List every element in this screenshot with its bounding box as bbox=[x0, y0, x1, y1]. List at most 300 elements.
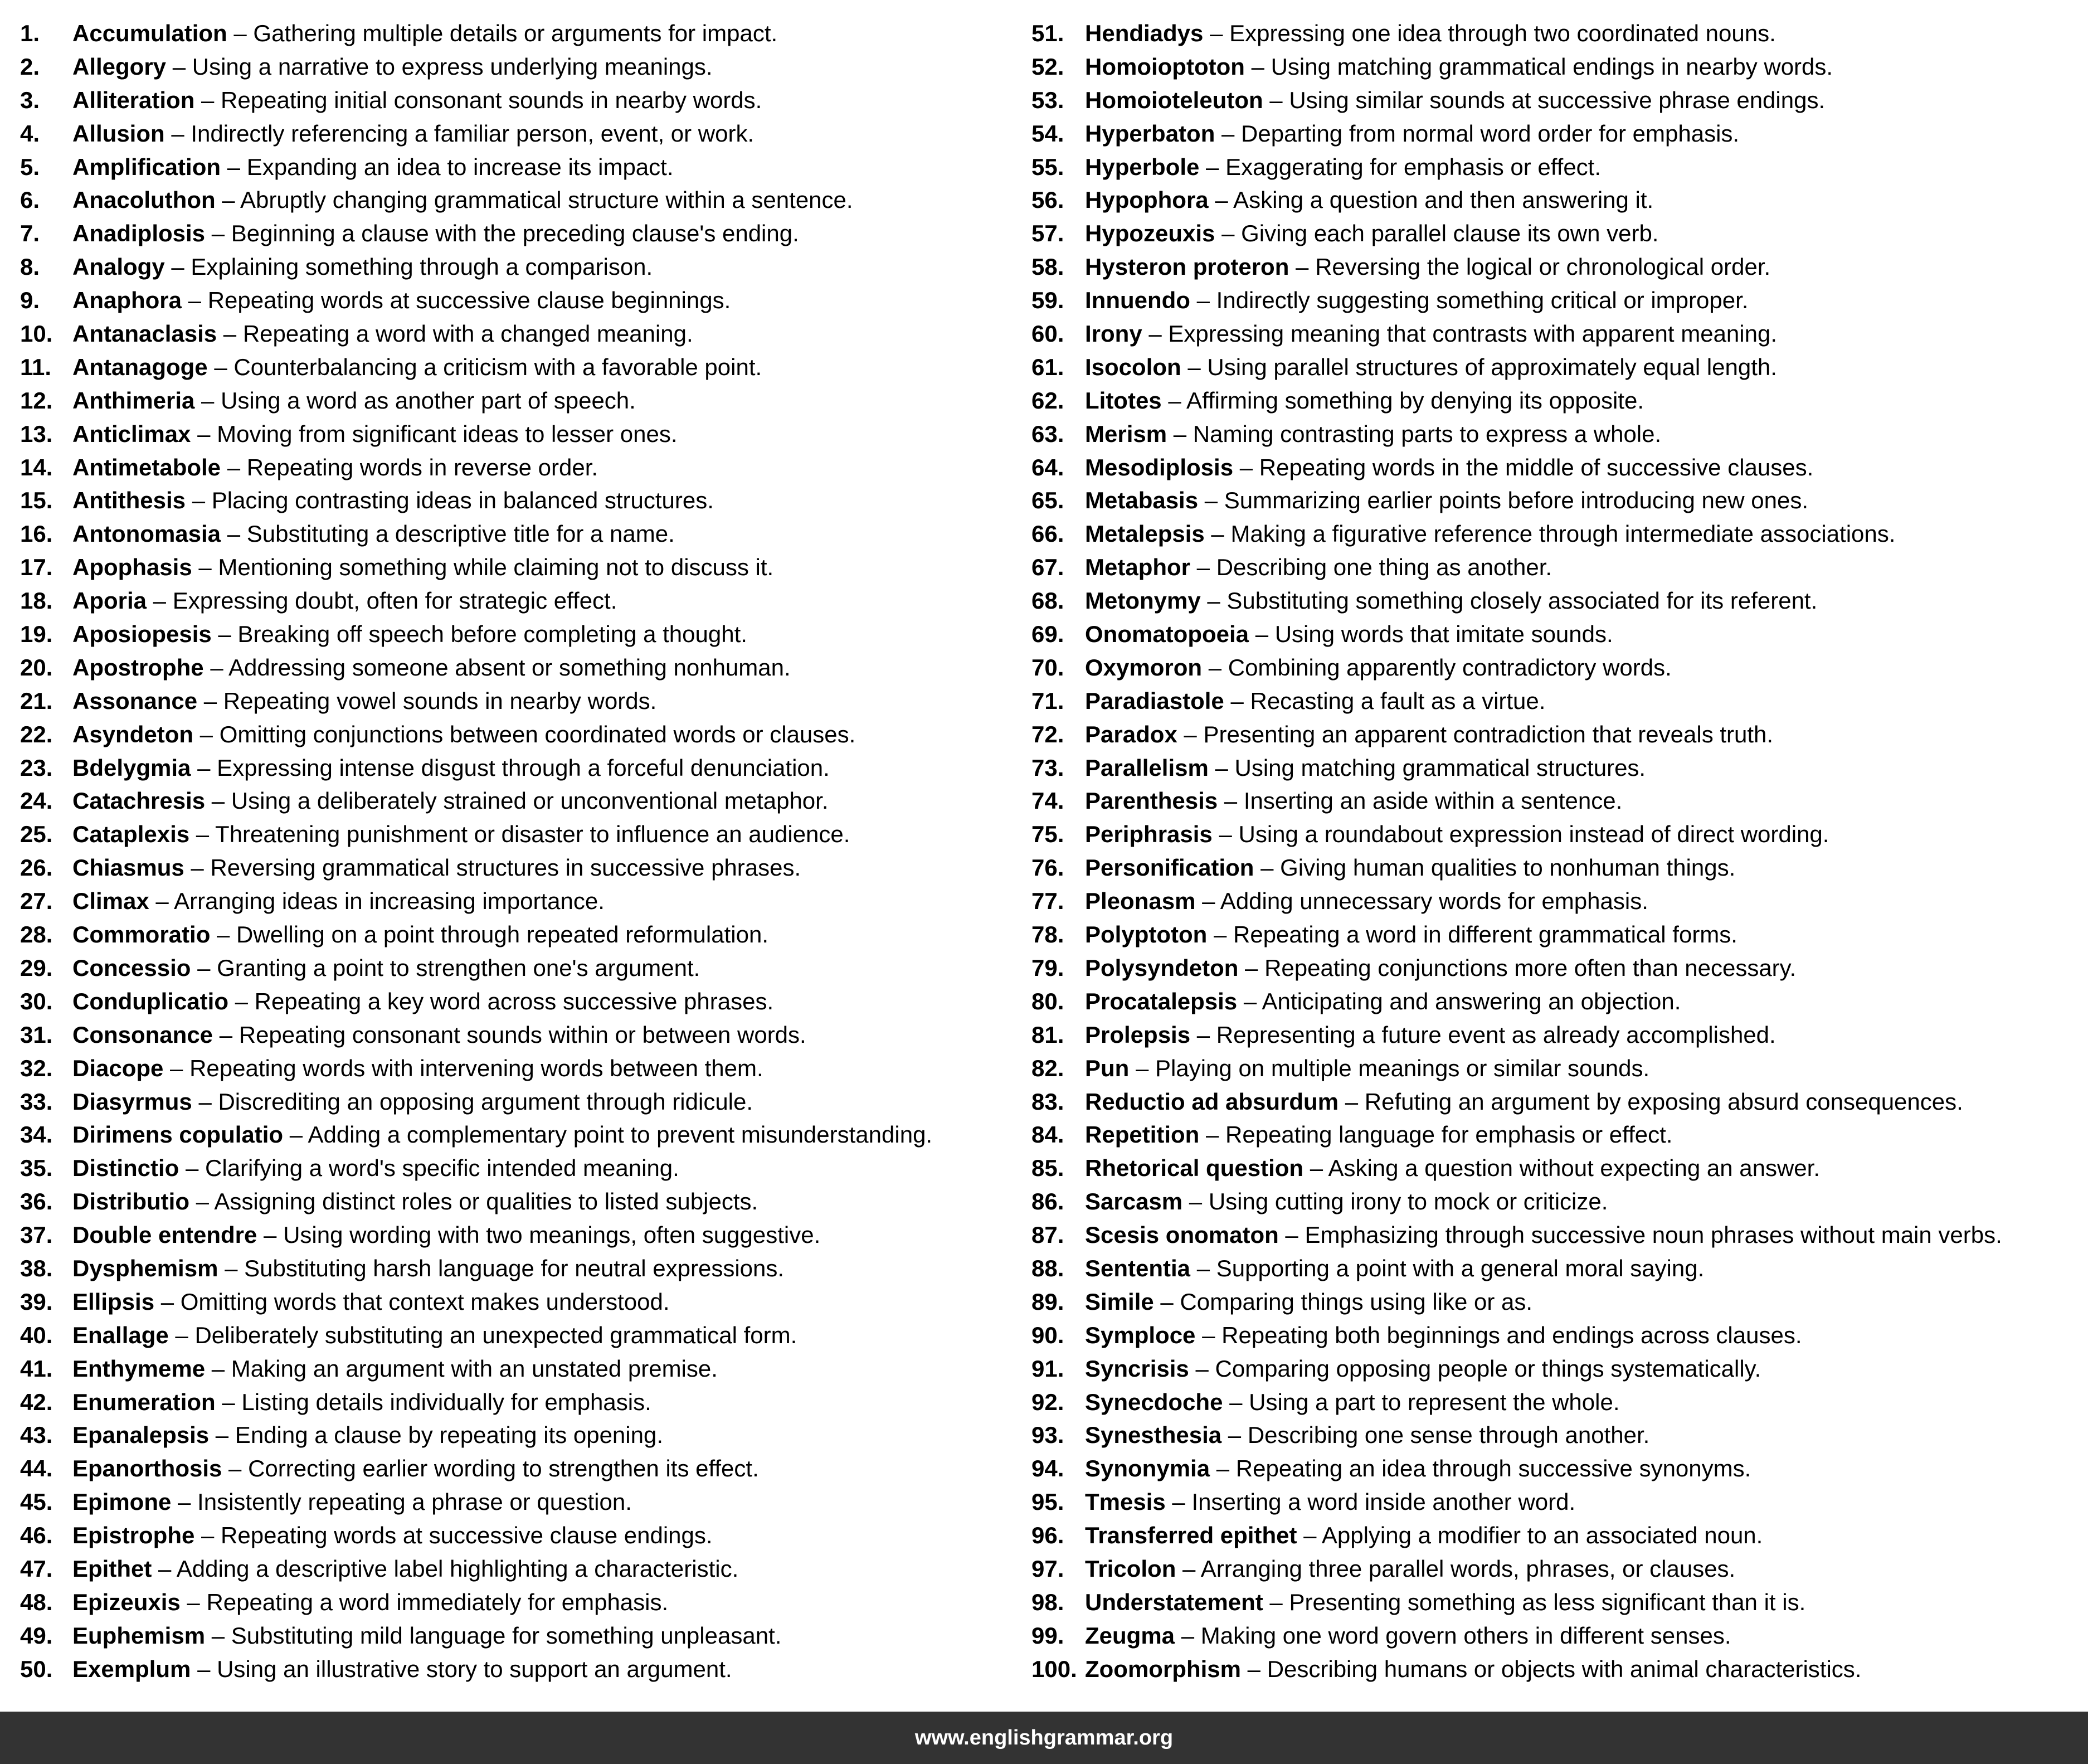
item-term: Allusion bbox=[72, 120, 165, 147]
item-number: 20. bbox=[20, 654, 53, 681]
list-item bbox=[20, 751, 1018, 785]
item-text bbox=[72, 384, 636, 417]
item-definition: – Presenting an apparent contradiction that reveals truth. bbox=[1177, 721, 1774, 747]
item-term: Parenthesis bbox=[1085, 788, 1218, 814]
item-term: Hendiadys bbox=[1085, 20, 1204, 46]
item-number: 71. bbox=[1031, 687, 1064, 714]
item-text bbox=[1085, 818, 1829, 851]
item-text bbox=[1085, 117, 1739, 150]
list-item bbox=[1031, 1185, 2074, 1218]
item-text bbox=[72, 1485, 632, 1519]
list-item bbox=[20, 50, 1018, 84]
item-term: Aporia bbox=[72, 587, 147, 614]
item-text bbox=[72, 50, 713, 84]
list-item bbox=[20, 1018, 1018, 1052]
list-item bbox=[1031, 751, 2074, 785]
list-item bbox=[1031, 1452, 2074, 1485]
list-item bbox=[20, 217, 1018, 250]
list-item bbox=[20, 1319, 1018, 1352]
item-text bbox=[72, 1118, 932, 1151]
item-term: Antonomasia bbox=[72, 521, 221, 547]
item-term: Tmesis bbox=[1085, 1489, 1166, 1515]
item-text bbox=[1085, 150, 1601, 184]
item-term: Epithet bbox=[72, 1555, 152, 1582]
item-definition: – Expressing meaning that contrasts with apparent meaning. bbox=[1142, 320, 1777, 347]
item-definition: – Expanding an idea to increase its impact. bbox=[221, 153, 674, 180]
item-term: Periphrasis bbox=[1085, 821, 1213, 848]
item-text bbox=[72, 351, 762, 384]
item-definition: – Making a figurative reference through intermediate associations. bbox=[1204, 521, 1896, 547]
item-text bbox=[1085, 751, 1646, 785]
item-text bbox=[72, 684, 656, 718]
item-definition: – Beginning a clause with the preceding clause's ending. bbox=[205, 220, 799, 247]
item-text bbox=[72, 1586, 668, 1619]
list-item bbox=[1031, 618, 2074, 651]
item-text bbox=[72, 918, 768, 951]
list-item bbox=[20, 1552, 1018, 1586]
item-text bbox=[1085, 351, 1777, 384]
item-text bbox=[1085, 451, 1813, 484]
item-term: Understatement bbox=[1085, 1588, 1263, 1615]
item-term: Irony bbox=[1085, 320, 1142, 347]
item-term: Conduplicatio bbox=[72, 988, 228, 1014]
item-number: 97. bbox=[1031, 1555, 1064, 1582]
item-text bbox=[1085, 684, 1545, 718]
item-definition: – Repeating words with intervening words between them. bbox=[163, 1054, 763, 1081]
list-item bbox=[20, 284, 1018, 317]
list-item bbox=[20, 1252, 1018, 1285]
list-item bbox=[1031, 284, 2074, 317]
item-number: 59. bbox=[1031, 287, 1064, 314]
item-number: 45. bbox=[20, 1489, 53, 1515]
item-term: Synesthesia bbox=[1085, 1422, 1222, 1449]
item-text bbox=[1085, 985, 1681, 1018]
item-term: Hypozeuxis bbox=[1085, 220, 1215, 247]
item-definition: – Assigning distinct roles or qualities to listed subjects. bbox=[189, 1188, 758, 1215]
item-text bbox=[72, 584, 617, 618]
item-term: Homoioptoton bbox=[1085, 53, 1245, 80]
list-item bbox=[1031, 1386, 2074, 1419]
item-definition: – Playing on multiple meanings or similar sounds. bbox=[1129, 1054, 1650, 1081]
item-text bbox=[72, 1285, 670, 1319]
item-number: 58. bbox=[1031, 254, 1064, 280]
list-item bbox=[1031, 1018, 2074, 1052]
list-item bbox=[1031, 1218, 2074, 1252]
list-item bbox=[20, 918, 1018, 951]
item-term: Procatalepsis bbox=[1085, 988, 1238, 1014]
item-definition: – Naming contrasting parts to express a whole. bbox=[1167, 420, 1662, 447]
item-definition: – Substituting harsh language for neutral expressions. bbox=[218, 1255, 785, 1281]
item-number: 89. bbox=[1031, 1288, 1064, 1315]
item-term: Distributio bbox=[72, 1188, 189, 1215]
item-term: Innuendo bbox=[1085, 287, 1190, 314]
item-text bbox=[1085, 1653, 1861, 1686]
item-definition: – Inserting an aside within a sentence. bbox=[1218, 788, 1623, 814]
list-item bbox=[20, 1352, 1018, 1386]
item-number: 5. bbox=[20, 153, 40, 180]
list-item bbox=[1031, 1352, 2074, 1386]
list-item bbox=[20, 1619, 1018, 1653]
item-text bbox=[1085, 951, 1796, 985]
item-definition: – Using wording with two meanings, often suggestive. bbox=[257, 1222, 821, 1248]
item-number: 57. bbox=[1031, 220, 1064, 247]
footer-url[interactable]: www.englishgrammar.org bbox=[914, 1726, 1174, 1750]
item-term: Pun bbox=[1085, 1054, 1130, 1081]
item-term: Distinctio bbox=[72, 1155, 179, 1182]
item-number: 32. bbox=[20, 1054, 53, 1081]
item-term: Epanorthosis bbox=[72, 1455, 222, 1482]
item-definition: – Expressing one idea through two coordinated nouns. bbox=[1203, 20, 1776, 46]
item-term: Epimone bbox=[72, 1489, 172, 1515]
item-number: 64. bbox=[1031, 454, 1064, 480]
item-definition: – Counterbalancing a criticism with a favorable point. bbox=[207, 353, 762, 380]
item-term: Zoomorphism bbox=[1085, 1655, 1241, 1682]
list-item bbox=[20, 1418, 1018, 1452]
item-term: Oxymoron bbox=[1085, 654, 1203, 681]
item-text bbox=[1085, 1218, 2002, 1252]
item-definition: – Reversing the logical or chronological order. bbox=[1289, 254, 1771, 280]
item-number: 63. bbox=[1031, 420, 1064, 447]
item-term: Sarcasm bbox=[1085, 1188, 1183, 1215]
item-definition: – Using an illustrative story to support an argument. bbox=[191, 1655, 732, 1682]
item-number: 50. bbox=[20, 1655, 53, 1682]
item-text bbox=[1085, 1519, 1763, 1552]
item-number: 98. bbox=[1031, 1588, 1064, 1615]
rhetorical-devices-list-left bbox=[20, 17, 1018, 1686]
list-item bbox=[20, 951, 1018, 985]
item-text bbox=[72, 484, 714, 517]
item-text bbox=[1085, 84, 1825, 117]
item-term: Enallage bbox=[72, 1321, 169, 1348]
item-number: 75. bbox=[1031, 821, 1064, 848]
item-text bbox=[1085, 784, 1622, 818]
item-definition: – Using matching grammatical endings in nearby words. bbox=[1244, 53, 1833, 80]
item-term: Transferred epithet bbox=[1085, 1522, 1297, 1549]
item-number: 72. bbox=[1031, 721, 1064, 747]
item-number: 41. bbox=[20, 1355, 53, 1382]
item-definition: – Asking a question without expecting an answer. bbox=[1303, 1155, 1820, 1182]
item-definition: – Repeating initial consonant sounds in nearby words. bbox=[194, 86, 762, 113]
item-number: 24. bbox=[20, 788, 53, 814]
list-item bbox=[1031, 17, 2074, 50]
item-definition: – Repeating a word immediately for emphasis. bbox=[180, 1588, 669, 1615]
item-definition: – Repeating words at successive clause beginnings. bbox=[182, 287, 731, 314]
list-item bbox=[1031, 50, 2074, 84]
item-number: 81. bbox=[1031, 1021, 1064, 1048]
item-text bbox=[72, 751, 830, 785]
item-term: Symploce bbox=[1085, 1321, 1196, 1348]
item-number: 9. bbox=[20, 287, 40, 314]
list-item bbox=[20, 1218, 1018, 1252]
item-term: Ellipsis bbox=[72, 1288, 155, 1315]
list-item bbox=[20, 183, 1018, 217]
item-number: 11. bbox=[20, 353, 52, 380]
list-item bbox=[1031, 1619, 2074, 1653]
list-item bbox=[20, 985, 1018, 1018]
item-term: Analogy bbox=[72, 254, 165, 280]
item-definition: – Correcting earlier wording to strengthen its effect. bbox=[222, 1455, 759, 1482]
item-number: 80. bbox=[1031, 988, 1064, 1014]
item-term: Repetition bbox=[1085, 1121, 1200, 1148]
item-number: 22. bbox=[20, 721, 53, 747]
item-definition: – Applying a modifier to an associated noun. bbox=[1297, 1522, 1763, 1549]
item-definition: – Repeating vowel sounds in nearby words. bbox=[197, 687, 657, 714]
item-text bbox=[1085, 1619, 1731, 1653]
item-definition: – Anticipating and answering an objection. bbox=[1237, 988, 1681, 1014]
list-item bbox=[20, 818, 1018, 851]
item-term: Enthymeme bbox=[72, 1355, 206, 1382]
item-number: 99. bbox=[1031, 1622, 1064, 1649]
list-item bbox=[1031, 551, 2074, 584]
item-term: Reductio ad absurdum bbox=[1085, 1088, 1339, 1115]
item-text bbox=[72, 417, 678, 451]
item-term: Concessio bbox=[72, 954, 191, 981]
item-text bbox=[1085, 1252, 1704, 1285]
list-item bbox=[1031, 1418, 2074, 1452]
item-definition: – Ending a clause by repeating its opening. bbox=[209, 1422, 664, 1449]
list-item bbox=[1031, 1151, 2074, 1185]
item-number: 19. bbox=[20, 621, 53, 648]
item-number: 90. bbox=[1031, 1321, 1064, 1348]
item-term: Anacoluthon bbox=[72, 187, 216, 213]
item-number: 85. bbox=[1031, 1155, 1064, 1182]
item-term: Scesis onomaton bbox=[1085, 1222, 1279, 1248]
list-item bbox=[1031, 117, 2074, 150]
item-definition: – Adding a descriptive label highlighting a characteristic. bbox=[152, 1555, 739, 1582]
item-definition: – Omitting conjunctions between coordinated words or clauses. bbox=[193, 721, 856, 747]
item-term: Dirimens copulatio bbox=[72, 1121, 284, 1148]
item-term: Prolepsis bbox=[1085, 1021, 1191, 1048]
list-item bbox=[20, 17, 1018, 50]
item-number: 61. bbox=[1031, 353, 1064, 380]
list-item bbox=[1031, 851, 2074, 885]
item-definition: – Using parallel structures of approximately equal length. bbox=[1181, 353, 1777, 380]
list-item bbox=[1031, 1552, 2074, 1586]
list-item bbox=[20, 517, 1018, 551]
item-number: 60. bbox=[1031, 320, 1064, 347]
list-item bbox=[20, 1185, 1018, 1218]
item-text bbox=[72, 1018, 806, 1052]
list-item bbox=[20, 1386, 1018, 1419]
item-text bbox=[1085, 1285, 1532, 1319]
item-definition: – Repeating an idea through successive synonyms. bbox=[1210, 1455, 1751, 1482]
item-term: Euphemism bbox=[72, 1622, 206, 1649]
item-term: Epistrophe bbox=[72, 1522, 195, 1549]
list-item bbox=[20, 551, 1018, 584]
item-text bbox=[72, 551, 773, 584]
item-definition: – Addressing someone absent or something nonhuman. bbox=[203, 654, 791, 681]
item-number: 40. bbox=[20, 1321, 53, 1348]
item-term: Synonymia bbox=[1085, 1455, 1210, 1482]
item-number: 30. bbox=[20, 988, 53, 1014]
item-term: Pleonasm bbox=[1085, 888, 1196, 915]
item-definition: – Moving from significant ideas to lesser ones. bbox=[191, 420, 678, 447]
item-number: 4. bbox=[20, 120, 40, 147]
item-number: 74. bbox=[1031, 788, 1064, 814]
item-definition: – Affirming something by denying its opposite. bbox=[1161, 387, 1644, 414]
list-item bbox=[1031, 885, 2074, 918]
list-item bbox=[1031, 250, 2074, 284]
item-definition: – Describing one thing as another. bbox=[1190, 554, 1552, 581]
list-item bbox=[1031, 1519, 2074, 1552]
list-item bbox=[20, 484, 1018, 517]
item-text bbox=[72, 1386, 651, 1419]
item-term: Paradox bbox=[1085, 721, 1177, 747]
item-number: 49. bbox=[20, 1622, 53, 1649]
item-definition: – Mentioning something while claiming not to discuss it. bbox=[192, 554, 774, 581]
item-term: Paradiastole bbox=[1085, 687, 1224, 714]
item-definition: – Inserting a word inside another word. bbox=[1165, 1489, 1576, 1515]
item-definition: – Indirectly referencing a familiar person, event, or work. bbox=[164, 120, 755, 147]
item-definition: – Representing a future event as already accomplished. bbox=[1190, 1021, 1776, 1048]
item-text bbox=[72, 851, 801, 885]
item-text bbox=[72, 784, 829, 818]
item-definition: – Repeating both beginnings and endings across clauses. bbox=[1195, 1321, 1802, 1348]
item-number: 13. bbox=[20, 420, 53, 447]
item-text bbox=[72, 117, 754, 150]
item-text bbox=[1085, 1185, 1608, 1218]
item-definition: – Giving human qualities to nonhuman things. bbox=[1254, 854, 1736, 881]
item-number: 46. bbox=[20, 1522, 53, 1549]
list-item bbox=[1031, 784, 2074, 818]
item-number: 16. bbox=[20, 521, 53, 547]
list-item bbox=[1031, 351, 2074, 384]
item-number: 100. bbox=[1031, 1655, 1077, 1682]
list-item bbox=[1031, 584, 2074, 618]
list-item bbox=[20, 384, 1018, 417]
list-item bbox=[20, 1485, 1018, 1519]
item-term: Aposiopesis bbox=[72, 621, 212, 648]
item-number: 91. bbox=[1031, 1355, 1064, 1382]
item-definition: – Using similar sounds at successive phrase endings. bbox=[1263, 86, 1826, 113]
item-text bbox=[1085, 384, 1644, 417]
list-item bbox=[20, 784, 1018, 818]
list-item bbox=[1031, 183, 2074, 217]
item-text bbox=[1085, 1052, 1649, 1085]
item-text bbox=[72, 1151, 679, 1185]
item-number: 33. bbox=[20, 1088, 53, 1115]
item-text bbox=[72, 651, 791, 684]
list-item bbox=[20, 618, 1018, 651]
item-definition: – Breaking off speech before completing a thought. bbox=[211, 621, 747, 648]
item-text bbox=[72, 1552, 738, 1586]
item-number: 23. bbox=[20, 754, 53, 781]
item-term: Allegory bbox=[72, 53, 167, 80]
item-definition: – Discrediting an opposing argument through ridicule. bbox=[192, 1088, 753, 1115]
item-term: Consonance bbox=[72, 1021, 213, 1048]
item-number: 14. bbox=[20, 454, 53, 480]
item-number: 15. bbox=[20, 487, 53, 514]
item-number: 2. bbox=[20, 53, 40, 80]
list-item bbox=[20, 851, 1018, 885]
item-number: 21. bbox=[20, 687, 53, 714]
item-number: 87. bbox=[1031, 1222, 1064, 1248]
item-number: 76. bbox=[1031, 854, 1064, 881]
list-item bbox=[1031, 417, 2074, 451]
item-text bbox=[1085, 851, 1735, 885]
item-number: 39. bbox=[20, 1288, 53, 1315]
list-item bbox=[1031, 84, 2074, 117]
item-definition: – Using matching grammatical structures. bbox=[1208, 754, 1646, 781]
item-definition: – Reversing grammatical structures in successive phrases. bbox=[184, 854, 801, 881]
item-term: Diasyrmus bbox=[72, 1088, 192, 1115]
item-number: 62. bbox=[1031, 387, 1064, 414]
item-number: 70. bbox=[1031, 654, 1064, 681]
item-definition: – Repeating a word in different grammatical forms. bbox=[1207, 921, 1737, 948]
item-text bbox=[1085, 584, 1817, 618]
item-number: 68. bbox=[1031, 587, 1064, 614]
item-term: Metalepsis bbox=[1085, 521, 1205, 547]
item-term: Catachresis bbox=[72, 788, 206, 814]
item-text bbox=[1085, 1452, 1751, 1485]
list-item bbox=[20, 117, 1018, 150]
list-item bbox=[20, 1452, 1018, 1485]
item-definition: – Giving each parallel clause its own verb. bbox=[1215, 220, 1659, 247]
item-text bbox=[72, 1452, 759, 1485]
item-term: Commoratio bbox=[72, 921, 211, 948]
item-term: Antimetabole bbox=[72, 454, 221, 480]
item-text bbox=[1085, 885, 1648, 918]
item-term: Chiasmus bbox=[72, 854, 184, 881]
item-term: Amplification bbox=[72, 153, 221, 180]
item-term: Antithesis bbox=[72, 487, 186, 514]
item-term: Apostrophe bbox=[72, 654, 204, 681]
list-item bbox=[20, 417, 1018, 451]
item-text bbox=[1085, 551, 1552, 584]
list-item bbox=[20, 718, 1018, 751]
item-text bbox=[1085, 1319, 1802, 1352]
item-text bbox=[1085, 1018, 1776, 1052]
list-item bbox=[20, 1653, 1018, 1686]
item-term: Enumeration bbox=[72, 1388, 216, 1415]
item-term: Mesodiplosis bbox=[1085, 454, 1234, 480]
item-definition: – Gathering multiple details or arguments for impact. bbox=[227, 20, 778, 46]
item-text bbox=[72, 1052, 763, 1085]
item-definition: – Granting a point to strengthen one's argument. bbox=[191, 954, 700, 981]
item-number: 26. bbox=[20, 854, 53, 881]
list-item bbox=[20, 351, 1018, 384]
item-term: Zeugma bbox=[1085, 1622, 1175, 1649]
item-text bbox=[1085, 1151, 1820, 1185]
item-term: Anticlimax bbox=[72, 420, 191, 447]
item-term: Merism bbox=[1085, 420, 1167, 447]
item-term: Polysyndeton bbox=[1085, 954, 1239, 981]
item-number: 10. bbox=[20, 320, 53, 347]
item-definition: – Using a part to represent the whole. bbox=[1223, 1388, 1620, 1415]
item-text bbox=[1085, 484, 1808, 517]
item-definition: – Describing one sense through another. bbox=[1221, 1422, 1650, 1449]
item-definition: – Summarizing earlier points before introducing new ones. bbox=[1198, 487, 1809, 514]
item-number: 54. bbox=[1031, 120, 1064, 147]
item-number: 1. bbox=[20, 20, 40, 46]
item-number: 82. bbox=[1031, 1054, 1064, 1081]
item-term: Bdelygmia bbox=[72, 754, 191, 781]
item-definition: – Emphasizing through successive noun phrases without main verbs. bbox=[1278, 1222, 2002, 1248]
item-definition: – Expressing intense disgust through a forceful denunciation. bbox=[191, 754, 830, 781]
item-term: Syncrisis bbox=[1085, 1355, 1189, 1382]
item-definition: – Placing contrasting ideas in balanced structures. bbox=[186, 487, 714, 514]
item-number: 65. bbox=[1031, 487, 1064, 514]
item-definition: – Repeating words in the middle of successive clauses. bbox=[1233, 454, 1814, 480]
item-term: Personification bbox=[1085, 854, 1254, 881]
item-number: 66. bbox=[1031, 521, 1064, 547]
item-term: Apophasis bbox=[72, 554, 192, 581]
item-number: 69. bbox=[1031, 621, 1064, 648]
item-text bbox=[1085, 618, 1613, 651]
footer-bar bbox=[0, 1712, 2088, 1764]
list-item bbox=[20, 1285, 1018, 1319]
item-term: Simile bbox=[1085, 1288, 1154, 1315]
